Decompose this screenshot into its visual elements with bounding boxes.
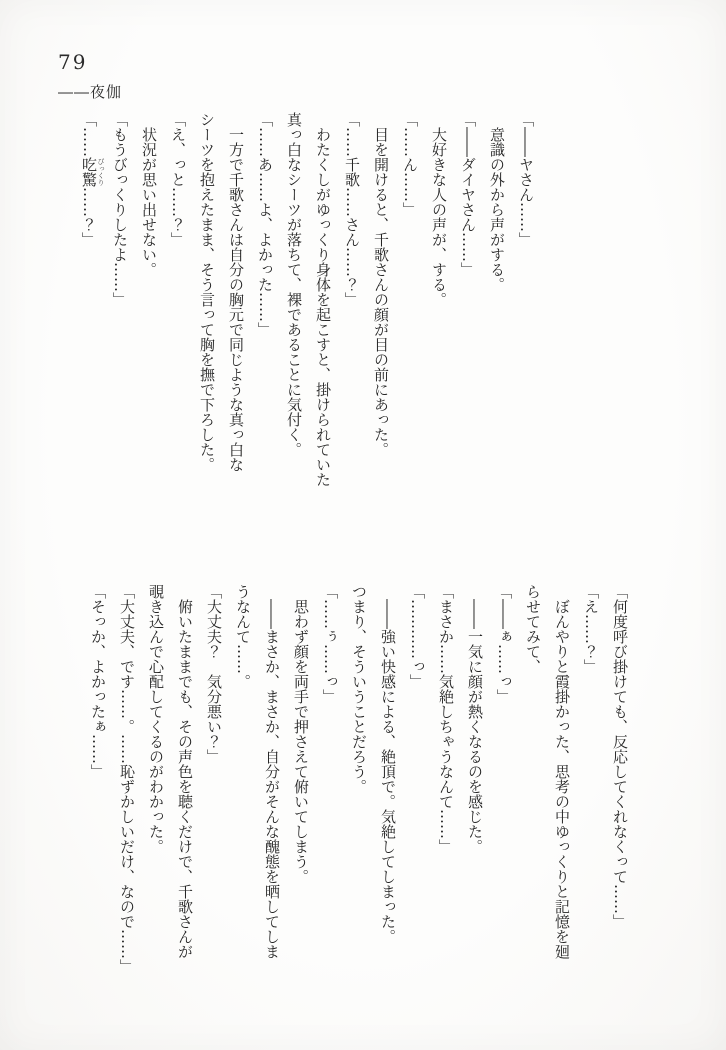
- text-column: 「え、っと……？」: [169, 112, 187, 247]
- text-column: 真っ白なシーツが落ちて、裸であることに気付く。: [285, 112, 303, 457]
- text-column: 「――ぁ……っ」: [495, 584, 513, 704]
- text-column: 「…………っ」: [408, 584, 426, 689]
- text-band-bottom: [78, 584, 634, 1004]
- page-number: 79: [58, 50, 88, 74]
- text-column: 「……吃驚 びっくり……？」: [80, 112, 105, 247]
- ruby-annotated-word: 吃驚 びっくり: [80, 157, 105, 187]
- text-column: 「――ヤさん……」: [517, 112, 535, 247]
- text-column: 思わず顔を両手で押さえて俯いてしまう。: [292, 584, 310, 884]
- text-column: 俯いたままでも、その声色を聴くだけで、千歌さんが: [176, 584, 194, 959]
- text-column: 意識の外から声がする。: [488, 112, 506, 292]
- text-column: わたくしがゆっくり身体を起こすと、掛けられていた: [314, 112, 332, 487]
- page-header: [58, 50, 122, 102]
- running-title: ――夜伽: [58, 83, 123, 101]
- text-column: 「……ぅ……っ」: [321, 584, 339, 704]
- text-column: うなんて……。: [234, 584, 252, 689]
- text-column: 「……ん……」: [401, 112, 419, 217]
- text-column: 一方で千歌さんは自分の胸元で同じような真っ白な: [227, 112, 245, 472]
- text-column: シーツを抱えたまま、そう言って胸を撫で下ろした。: [198, 112, 216, 472]
- text-column: 「……あ……よ、よかった……」: [256, 112, 274, 337]
- text-column: 状況が思い出せない。: [140, 112, 158, 277]
- text-column: 「え……？」: [582, 584, 600, 674]
- text-column: 大好きな人の声が、する。: [430, 112, 448, 307]
- text-column: 「大丈夫、です……。……恥ずかしいだけ、なので……」: [118, 584, 136, 974]
- text-column: 「……千歌……さん……？」: [343, 112, 361, 307]
- text-column: 「まさか……気絶しちゃうなんて……」: [437, 584, 455, 854]
- text-column: ぼんやりと霞掛かった、思考の中ゆっくりと記憶を廻: [553, 584, 571, 959]
- text-band-top: [70, 112, 540, 536]
- text-column: ――まさか、まさか、自分がそんな醜態を晒してしま: [263, 584, 281, 959]
- text-column: ――強い快感による、絶頂で。気絶してしまった。: [379, 584, 397, 944]
- text-column: ――一気に顔が熱くなるのを感じた。: [466, 584, 484, 854]
- text-column: 目を開けると、千歌さんの顔が目の前にあった。: [372, 112, 390, 457]
- text-column: 「大丈夫？ 気分悪い？」: [205, 584, 223, 764]
- text-column: 「何度呼び掛けても、反応してくれなくって……」: [611, 584, 629, 929]
- text-column: 覗き込んで心配してくるのがわかった。: [147, 584, 165, 854]
- text-column: つまり、そういうことだろう。: [350, 584, 368, 794]
- text-column: らせてみて、: [524, 584, 542, 674]
- text-column: 「――ダイヤさん……」: [459, 112, 477, 277]
- text-column: 「そっか、よかったぁ……」: [89, 584, 107, 779]
- text-column: 「もうびっくりしたよ……」: [111, 112, 129, 307]
